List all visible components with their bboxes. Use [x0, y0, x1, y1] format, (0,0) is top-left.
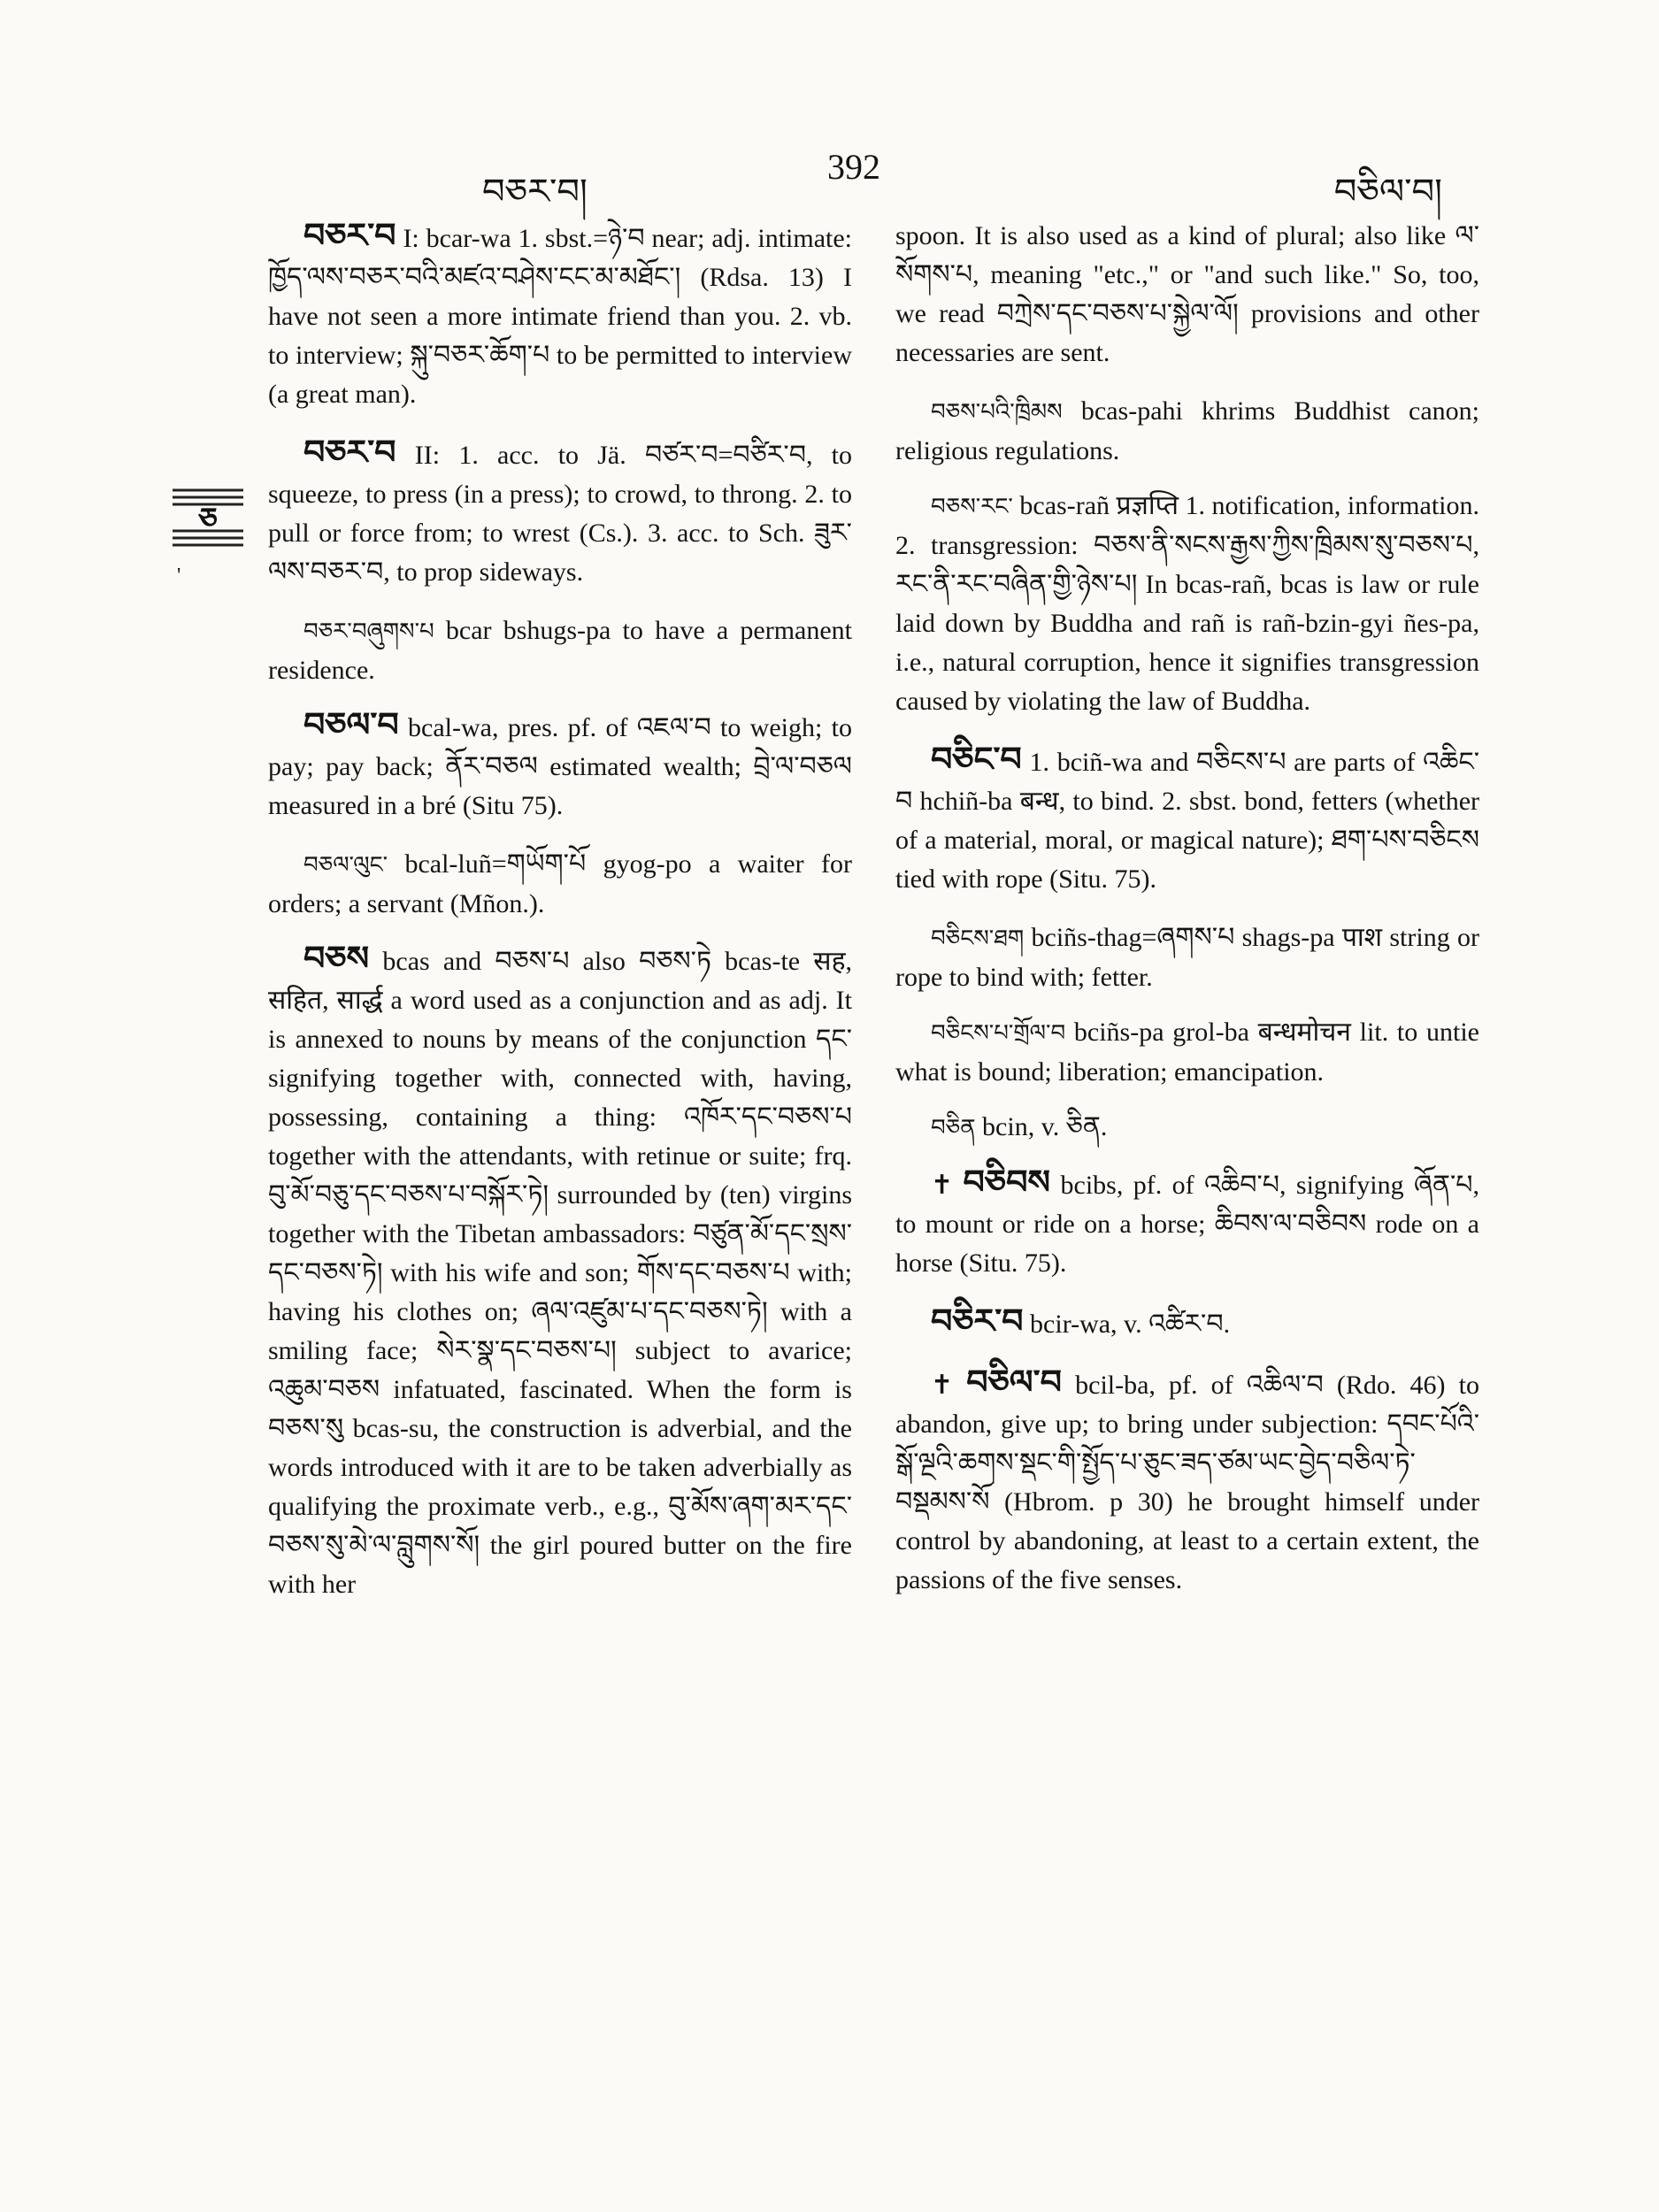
subheadword: བཅས་རང་: [931, 494, 1013, 519]
entry-body: bciñs-pa grol-ba बन्धमोचन lit. to untie what is bound; liberation; emancipation.: [895, 1018, 1480, 1087]
entry-bcas: [268, 940, 852, 1604]
headword: བཅིར་བ: [931, 1303, 1024, 1340]
subheadword: བཅིངས་ཐག: [931, 926, 1025, 951]
entry-body: bcas-rañ प्रज्ञप्ति 1. notification, information. 2. transgression: བཅས་ནི་སངས་རྒྱས་ཀྱིས་ཁྲིམས་སུ་བཅས་པ, རང་ནི་རང་བཞིན་གྱི་ཉེས་པ། In bcas-rañ, bcas is law or rule laid down by Buddha and rañ is rañ-bzin-gyi ñes-pa, i.e., natural corruption, hence it signifies transgression caused by violating the law of Buddha.: [895, 491, 1480, 716]
entry-body: I: bcar-wa 1. sbst.=ཉེ་བ near; adj. intimate: ཁྱོད་ལས་བཅར་བའི་མཛའ་བཤེས་ངང་མ་མཐོང་། (Rdsa. 13) I have not seen a more intimate friend than you. 2. vb. to interview; སྐུ་བཅར་ཆོག་པ to be permitted to interview (a great man).: [268, 224, 853, 409]
section-marker-letter: ཅ: [198, 502, 218, 537]
dagger-icon: ✝: [931, 1171, 954, 1200]
entry-bcal-wa: [268, 706, 852, 826]
right-column: [895, 217, 1479, 1619]
entry-body: bcas-pahi khrims Buddhist canon; religious regulations.: [895, 396, 1479, 465]
headword: བཅས: [303, 941, 370, 978]
entry-body: bcin, v. ཅིན.: [982, 1112, 1108, 1141]
headword: བཅིལ་བ: [966, 1364, 1062, 1402]
page-number: 392: [827, 147, 880, 187]
entry-body: bcil-ba, pf. of འཆིལ་བ (Rdo. 46) to abandon, give up; to bring under subjection: དབང་པོའི་སྒོ་ལྔའི་ཆགས་སྡང་གི་སྤྱོད་པ་ཅུང་ཟད་ཙམ་ཡང་བྱེད་བཅིལ་ཏེ་བསྡམས་སོ (Hbrom. p 30) he brought himself under control by abandoning, at least to a certain extent, the passions of the five senses.: [895, 1371, 1480, 1594]
subheadword: བཅིངས་པ་གྲོལ་བ: [931, 1020, 1066, 1046]
entry-body: spoon. It is also used as a kind of plural; also like ལ་སོགས་པ, meaning "etc.," or "and such like." So, too, we read བཀྲེས་དང་བཅས་པ་སྐྱེལ་ལོ། provisions and other necessaries are sent.: [895, 221, 1479, 367]
header-left-word: བཅར་བ།: [482, 172, 588, 211]
headword: བཅར་བ: [303, 434, 396, 472]
headword: བཅལ་བ: [303, 707, 399, 744]
dagger-icon: ✝: [931, 1371, 954, 1400]
entry-body: bcibs, pf. of འཆིབ་པ, signifying ཞོན་པ, to mount or ride on a horse; ཆིབས་ལ་བཅིབས rode on a horse (Situ. 75).: [895, 1171, 1480, 1278]
entry-bcal-lun: [268, 845, 852, 924]
entry-body: 1. bciñ-wa and བཅིངས་པ are parts of འཆིང་བ hchiñ-ba बन्ध, to bind. 2. sbst. bond, fetters (whether of a material, moral, or magical nature); ཐག་པས་བཅིངས tied with rope (Situ. 75).: [895, 748, 1480, 894]
left-column: [268, 217, 852, 1624]
section-marker-icon: [171, 485, 245, 550]
entry-body: bcas and བཅས་པ also བཅས་ཏེ bcas-te सह, सहित, सार्द्ध a word used as a conjunction and as adj. It is annexed to nouns by means of the conjunction དང་ signifying together with, connected with, having, possessing, containing a thing: འཁོར་དང་བཅས་པ together with the attendants, with retinue or suite; frq. བུ་མོ་བཅུ་དང་བཅས་པ་བསྐོར་ཏེ། surrounded by (ten) virgins together with the Tibetan ambassadors: བཙུན་མོ་དང་སྲས་དང་བཅས་ཏེ། with his wife and son; གོས་དང་བཅས་པ with; having his clothes on; ཞལ་འཛུམ་པ་དང་བཅས་ཏེ། with a smiling face; སེར་སྣ་དང་བཅས་པ། subject to avarice; འཆུམ་བཅས infatuated, fascinated. When the form is བཅས་སུ bcas-su, the construction is adverbial, and the words introduced with it are to be taken adverbially as qualifying the proximate verb., e.g., བུ་མོས་ཞག་མར་དང་བཅས་སུ་མེ་ལ་བླུགས་སོ། the girl poured butter on the fire with her: [268, 947, 853, 1599]
subheadword: བཅར་བཞུགས་པ: [303, 618, 434, 644]
margin-tick: ': [177, 565, 181, 588]
entry-body: bcar bshugs-pa to have a permanent residence.: [268, 616, 852, 685]
entry-bcin-wa: [895, 741, 1479, 899]
entry-bcins-pa-grol-ba: [895, 1013, 1479, 1092]
subheadword: བཅིན: [931, 1115, 976, 1141]
entry-bcas-ran: [895, 487, 1479, 721]
headword: བཅར་བ: [303, 218, 396, 255]
entry-bcar-bshugs-pa: [268, 611, 852, 690]
entry-bcil-ba: [895, 1363, 1479, 1600]
entry-body: bciñs-thag=ཞགས་པ shags-pa पाश string or rope to bind with; fetter.: [895, 923, 1479, 992]
entry-bcin: [895, 1108, 1479, 1148]
entry-bcibs: [895, 1164, 1479, 1283]
entry-bcins-thag: [895, 918, 1479, 997]
subheadword: བཅས་པའི་ཁྲིམས: [931, 399, 1063, 425]
page-header: [265, 146, 1442, 211]
entry-bcas-pahi-khrims: [895, 392, 1479, 471]
headword: བཅིང་བ: [931, 741, 1022, 779]
subheadword: བཅལ་ལུང་: [303, 852, 388, 878]
entry-bcir-wa: [895, 1302, 1479, 1344]
entry-body: II: 1. acc. to Jä. བཙར་བ=བཙིར་བ, to squeeze, to press (in a press); to crowd, to throng. 2. to pull or force from; to wrest (Cs.). 3. acc. to Sch. ཟུར་ལས་བཅར་བ, to prop sideways.: [268, 441, 853, 587]
header-right-word: བཅིལ་བ།: [1333, 172, 1442, 211]
headword: བཅིབས: [963, 1164, 1051, 1202]
entry-bcar-wa-1: [268, 217, 852, 414]
entry-body: bcal-luñ=གཡོག་པོ gyog-po a waiter for orders; a servant (Mñon.).: [268, 849, 852, 918]
entry-body: bcal-wa, pres. pf. of འཇལ་བ to weigh; to pay; pay back; ནོར་བཅལ estimated wealth; བྲེ་ལ་བཅལ measured in a bré (Situ 75).: [268, 713, 852, 820]
entry-bcar-wa-2: [268, 434, 852, 592]
entry-body: bcir-wa, v. འཚིར་བ.: [1030, 1310, 1231, 1339]
entry-bcas-continued: [895, 217, 1479, 373]
